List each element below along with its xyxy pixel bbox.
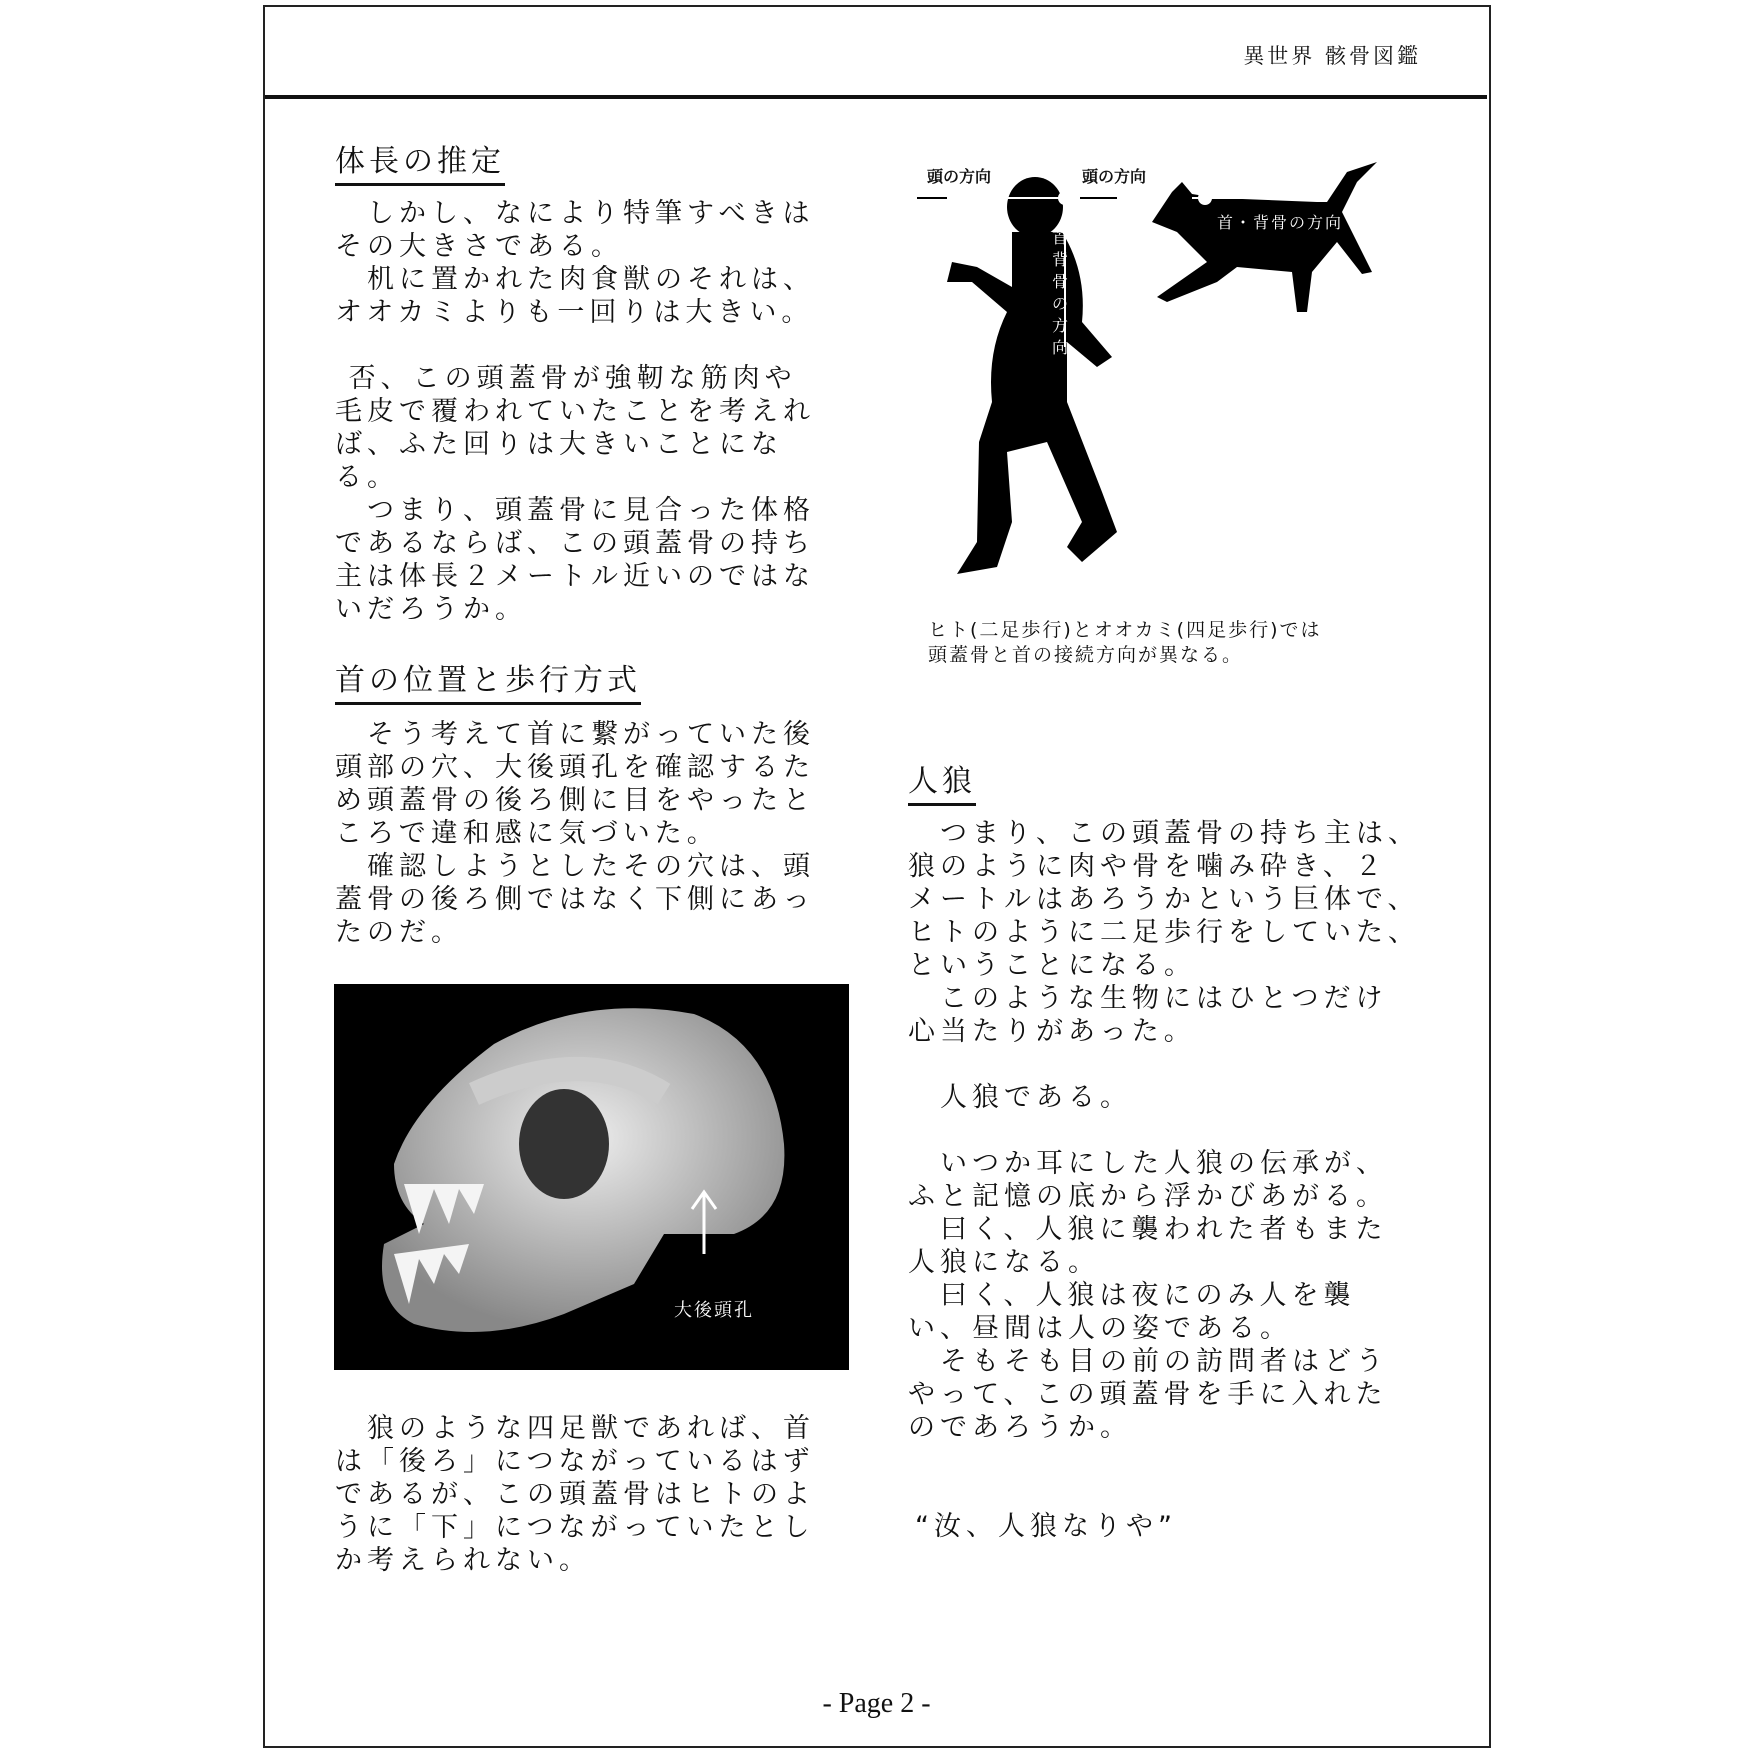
text-line: 人狼になる。 bbox=[908, 1247, 1100, 1278]
text-line: そもそも目の前の訪問者はどう bbox=[908, 1346, 1388, 1377]
text-line: このような生物にはひとつだけ bbox=[908, 983, 1388, 1014]
text-line: ば、ふた回りは大きいことにな bbox=[335, 429, 783, 460]
text-line: やって、この頭蓋骨を手に入れた bbox=[908, 1379, 1388, 1410]
text-line: そう考えて首に繋がっていた後 bbox=[335, 719, 815, 750]
skull-photo bbox=[334, 984, 849, 1370]
text-line bbox=[335, 329, 815, 362]
heading-neck-position: 首の位置と歩行方式 bbox=[335, 662, 641, 705]
text-line: オオカミよりも一回りは大きい。 bbox=[335, 297, 814, 328]
wolf-spine-direction-label: 首・背骨の方向 bbox=[1217, 213, 1344, 232]
paragraph-neck-position bbox=[335, 718, 815, 949]
human-spine-direction-label: 首・背骨の方向 bbox=[1052, 228, 1085, 357]
text-line: であるが、この頭蓋骨はヒトのよ bbox=[335, 1479, 815, 1510]
text-line: ヒトのように二足歩行をしていた、 bbox=[908, 917, 1420, 948]
text-line: は「後ろ」につながっているはず bbox=[335, 1446, 815, 1477]
paragraph-body-length bbox=[335, 197, 815, 626]
text-line: 狼のように肉や骨を噛み砕き、２ bbox=[908, 851, 1387, 882]
text-line: か考えられない。 bbox=[335, 1545, 591, 1576]
page-number: - Page 2 - bbox=[822, 1688, 931, 1719]
closing-quote: “汝、人狼なりや” bbox=[915, 1511, 1177, 1542]
text-line: ころで違和感に気づいた。 bbox=[335, 818, 719, 849]
text-line: つまり、頭蓋骨に見合った体格 bbox=[335, 495, 815, 526]
paragraph-quadruped bbox=[335, 1412, 815, 1577]
text-line: 頭部の穴、大後頭孔を確認するた bbox=[335, 752, 815, 783]
text-line: 狼のような四足獣であれば、首 bbox=[335, 1413, 815, 1444]
text-line: つまり、この頭蓋骨の持ち主は、 bbox=[908, 818, 1420, 849]
text-line: 机に置かれた肉食獣のそれは、 bbox=[335, 264, 815, 295]
human-head-direction-label: 頭の方向 bbox=[927, 167, 992, 186]
text-line bbox=[908, 1114, 1420, 1147]
text-line: のであろうか。 bbox=[908, 1412, 1132, 1443]
figure-human-wolf bbox=[917, 162, 1420, 576]
wolf-pivot-dot bbox=[1198, 191, 1212, 205]
text-line: 蓋骨の後ろ側ではなく下側にあっ bbox=[335, 884, 815, 915]
wolf-silhouette bbox=[1152, 162, 1377, 312]
text-line: 心当たりがあった。 bbox=[908, 1016, 1196, 1047]
text-line: 曰く、人狼に襲われた者もまた bbox=[908, 1214, 1388, 1245]
text-line: たのだ。 bbox=[335, 917, 463, 948]
text-line: る。 bbox=[335, 462, 399, 493]
skull-image bbox=[334, 984, 849, 1370]
silhouette-diagram bbox=[917, 162, 1420, 576]
text-line: い、昼間は人の姿である。 bbox=[908, 1313, 1292, 1344]
text-line bbox=[908, 1444, 1420, 1477]
text-line: うに「下」につながっていたとし bbox=[335, 1512, 815, 1543]
runner-silhouette bbox=[947, 177, 1117, 574]
text-line: 確認しようとしたその穴は、頭 bbox=[335, 851, 815, 882]
text-line: 主は体長２メートル近いのではな bbox=[335, 561, 815, 592]
text-line: 頭蓋骨と首の接続方向が異なる。 bbox=[928, 644, 1244, 666]
paragraph-werewolf bbox=[908, 817, 1420, 1543]
text-line: ということになる。 bbox=[908, 950, 1196, 981]
header-rule bbox=[265, 95, 1487, 99]
figure-caption bbox=[928, 618, 1322, 668]
human-pivot-dot bbox=[1058, 191, 1072, 205]
text-line: 人狼である。 bbox=[908, 1082, 1132, 1113]
text-line bbox=[908, 1477, 1420, 1510]
heading-werewolf: 人狼 bbox=[908, 763, 976, 806]
text-line: しかし、なにより特筆すべきは bbox=[335, 198, 815, 229]
text-line: 毛皮で覆われていたことを考えれ bbox=[335, 396, 815, 427]
text-line: いつか耳にした人狼の伝承が、 bbox=[908, 1148, 1388, 1179]
text-line: メートルはあろうかという巨体で、 bbox=[908, 884, 1420, 915]
wolf-head-direction-label: 頭の方向 bbox=[1082, 167, 1147, 186]
text-line: であるならば、この頭蓋骨の持ち bbox=[335, 528, 815, 559]
text-line: 曰く、人狼は夜にのみ人を襲 bbox=[908, 1280, 1356, 1311]
heading-body-length: 体長の推定 bbox=[335, 143, 505, 186]
text-line: ふと記憶の底から浮かびあがる。 bbox=[908, 1181, 1388, 1212]
header-title: 異世界 骸骨図鑑 bbox=[1243, 44, 1421, 68]
text-line: め頭蓋骨の後ろ側に目をやったと bbox=[335, 785, 815, 816]
text-line: いだろうか。 bbox=[335, 594, 527, 625]
text-line bbox=[908, 1048, 1420, 1081]
skull-label-foramen-magnum: 大後頭孔 bbox=[674, 1300, 754, 1321]
text-line: ヒト(二足歩行)とオオカミ(四足歩行)では bbox=[928, 619, 1322, 641]
text-line: 否、この頭蓋骨が強靭な筋肉や bbox=[335, 363, 797, 394]
text-line: その大きさである。 bbox=[335, 231, 623, 262]
